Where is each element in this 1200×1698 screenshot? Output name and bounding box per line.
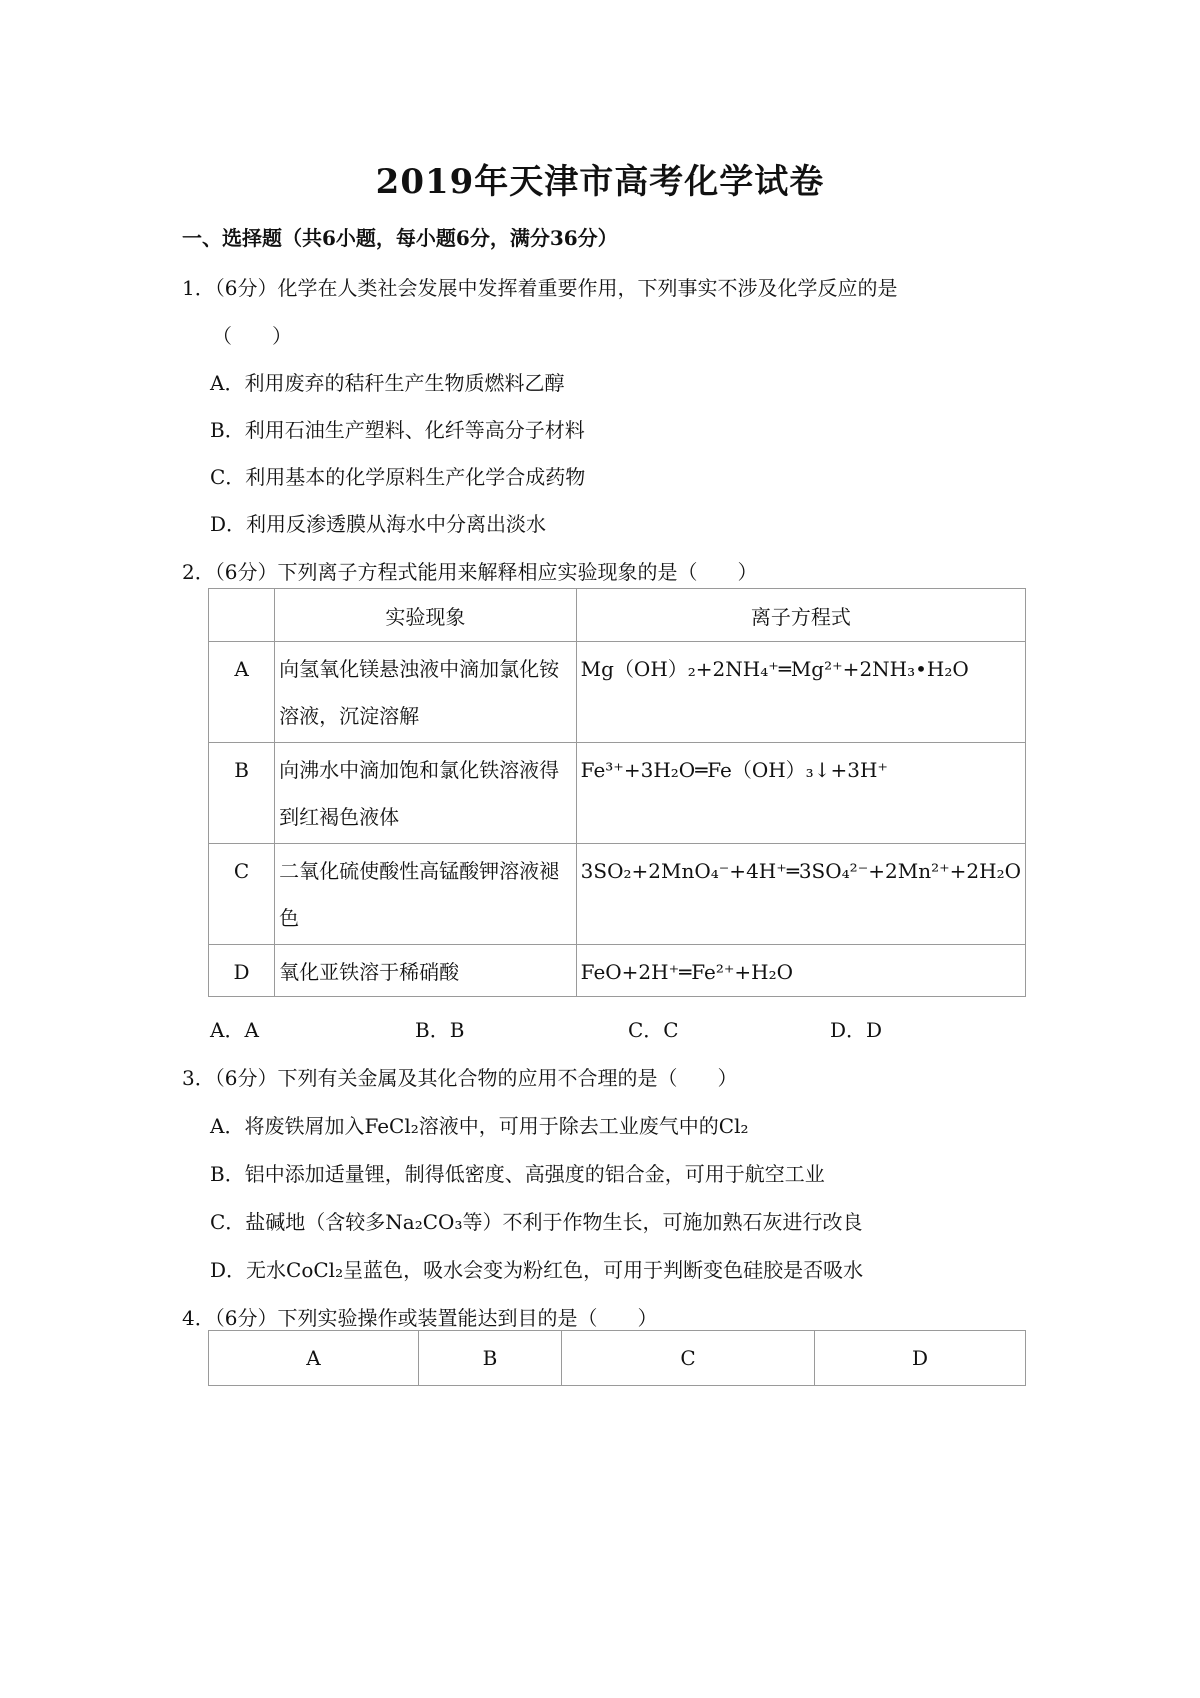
page-title: 2019年天津市高考化学试卷 [375, 162, 825, 202]
row-equation: Fe³⁺+3H₂O═Fe（OH）₃↓+3H⁺ [580, 758, 888, 782]
section-heading: 一、选择题（共6小题，每小题6分，满分36分） [182, 226, 618, 250]
question-4-stem: 4．（6分）下列实验操作或装置能达到目的是（ ） [182, 1306, 658, 1330]
table-header-row [209, 589, 1026, 642]
row-phenomenon: 向沸水中滴加饱和氯化铁溶液得 到红褐色液体 [279, 758, 560, 829]
question-1-option-c: C．利用基本的化学原料生产化学合成药物 [210, 465, 586, 489]
question-1-stem: 1．（6分）化学在人类社会发展中发挥着重要作用，下列事实不涉及化学反应的是 [182, 276, 898, 300]
table-row [209, 642, 1026, 743]
question-2-option-d: D．D [830, 1018, 883, 1042]
question-1-option-a: A．利用废弃的秸秆生产生物质燃料乙醇 [210, 371, 565, 395]
question-3-option-d: D．无水CoCl₂呈蓝色，吸水会变为粉红色，可用于判断变色硅胶是否吸水 [210, 1258, 864, 1282]
row-phenomenon: 二氧化硫使酸性高锰酸钾溶液褪 色 [279, 859, 560, 930]
table-header-blank [209, 589, 275, 642]
table-header-row [209, 1331, 1026, 1386]
table-row [209, 743, 1026, 844]
question-3-option-a: A．将废铁屑加入FeCl₂溶液中，可用于除去工业废气中的Cl₂ [210, 1114, 749, 1138]
question-1-option-d: D．利用反渗透膜从海水中分离出淡水 [210, 512, 547, 536]
question-1-answer-paren: （ ） [212, 324, 292, 348]
table-row [209, 844, 1026, 945]
question-3-stem: 3．（6分）下列有关金属及其化合物的应用不合理的是（ ） [182, 1066, 738, 1090]
table-header-equation: 离子方程式 [576, 589, 1025, 642]
question-3-option-b: B．铝中添加适量锂，制得低密度、高强度的铝合金，可用于航空工业 [210, 1162, 825, 1186]
question-2-table [208, 588, 1026, 997]
row-phenomenon: 氧化亚铁溶于稀硝酸 [279, 960, 460, 984]
row-phenomenon: 向氢氧化镁悬浊液中滴加氯化铵 溶液，沉淀溶解 [279, 657, 560, 728]
row-label: C [233, 859, 250, 883]
table-header-a: A [209, 1331, 419, 1386]
question-2-option-c: C．C [628, 1018, 679, 1042]
table-header-b: B [419, 1331, 562, 1386]
question-4-table [208, 1330, 1026, 1386]
question-1-option-b: B．利用石油生产塑料、化纤等高分子材料 [210, 418, 585, 442]
table-header-c: C [562, 1331, 815, 1386]
table-row [209, 945, 1026, 997]
row-label: D [233, 960, 250, 984]
question-2-stem: 2．（6分）下列离子方程式能用来解释相应实验现象的是（ ） [182, 560, 758, 584]
question-3-option-c: C．盐碱地（含较多Na₂CO₃等）不利于作物生长，可施加熟石灰进行改良 [210, 1210, 863, 1234]
question-2-option-b: B．B [415, 1018, 465, 1042]
row-equation: Mg（OH）₂+2NH₄⁺═Mg²⁺+2NH₃•H₂O [580, 657, 969, 681]
row-label: A [234, 657, 249, 681]
question-2-option-a: A．A [210, 1018, 259, 1042]
row-label: B [234, 758, 249, 782]
row-equation: 3SO₂+2MnO₄⁻+4H⁺═3SO₄²⁻+2Mn²⁺+2H₂O [580, 859, 1021, 883]
table-header-phenomenon: 实验现象 [275, 589, 577, 642]
table-header-d: D [815, 1331, 1026, 1386]
row-equation: FeO+2H⁺═Fe²⁺+H₂O [580, 960, 793, 984]
